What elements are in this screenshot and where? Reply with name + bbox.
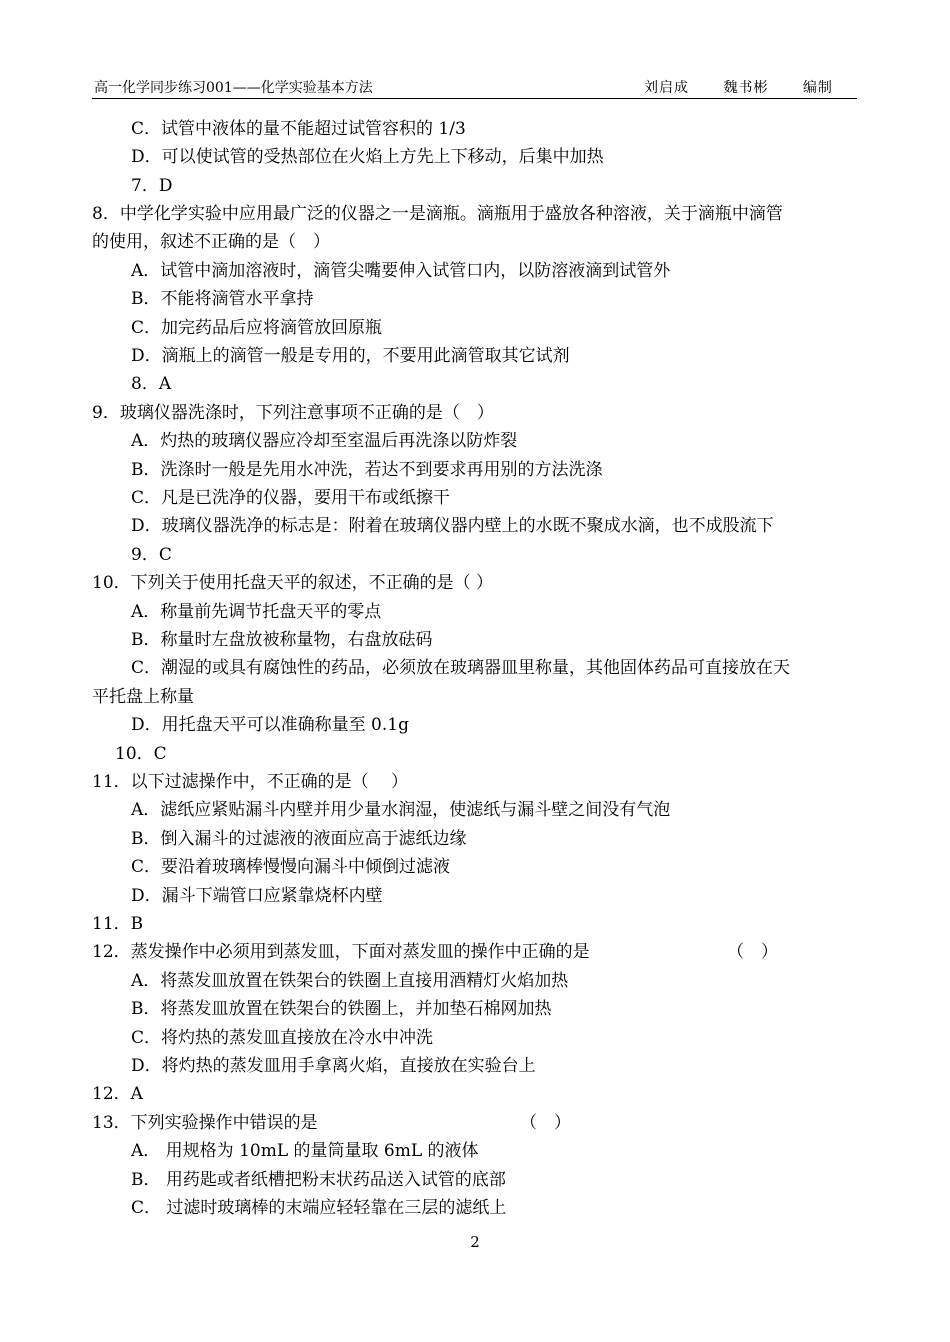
answer-line: 12．A — [92, 1084, 143, 1104]
option-line: D．滴瓶上的滴管一般是专用的，不要用此滴管取其它试剂 — [131, 346, 570, 366]
option-line: A． 用规格为 10mL 的量筒量取 6mL 的液体 — [131, 1141, 479, 1161]
option-line: C．凡是已洗净的仪器，要用干布或纸擦干 — [131, 488, 451, 508]
question-line: 13．下列实验操作中错误的是 — [92, 1113, 318, 1133]
question-line: 12．蒸发操作中必须用到蒸发皿，下面对蒸发皿的操作中正确的是 — [92, 942, 590, 962]
option-line: D．漏斗下端管口应紧靠烧杯内壁 — [131, 886, 383, 906]
option-continuation: 平托盘上称量 — [92, 687, 194, 707]
option-line: B．洗涤时一般是先用水冲洗，若达不到要求再用别的方法洗涤 — [131, 460, 603, 480]
option-line: A．称量前先调节托盘天平的零点 — [131, 602, 382, 622]
option-line: B．倒入漏斗的过滤液的液面应高于滤纸边缘 — [131, 829, 467, 849]
question-line: 11．以下过滤操作中，不正确的是（ ） — [92, 772, 409, 792]
header-authors: 刘启成 魏书彬 编制 — [644, 80, 833, 96]
option-line: A．试管中滴加溶液时，滴管尖嘴要伸入试管口内，以防溶液滴到试管外 — [131, 261, 671, 281]
option-line: C．加完药品后应将滴管放回原瓶 — [131, 318, 383, 338]
answer-line: 9．C — [131, 545, 172, 565]
option-line: C．潮湿的或具有腐蚀性的药品，必须放在玻璃器皿里称量，其他固体药品可直接放在天 — [131, 658, 791, 678]
answer-line: 10．C — [115, 744, 167, 764]
option-line: A．滤纸应紧贴漏斗内壁并用少量水润湿，使滤纸与漏斗壁之间没有气泡 — [131, 800, 671, 820]
option-line: A．将蒸发皿放置在铁架台的铁圈上直接用酒精灯火焰加热 — [131, 971, 569, 991]
option-line: D．可以使试管的受热部位在火焰上方先上下移动，后集中加热 — [131, 147, 604, 167]
option-line: D．用托盘天平可以准确称量至 0.1g — [131, 715, 409, 735]
page-number: 2 — [470, 1233, 480, 1251]
question-line: 9．玻璃仪器洗涤时，下列注意事项不正确的是（ ） — [92, 403, 494, 423]
answer-line: 8．A — [131, 374, 172, 394]
answer-line: 7．D — [131, 176, 173, 196]
answer-bracket: （ ） — [727, 942, 778, 962]
option-line: B． 用药匙或者纸槽把粉末状药品送入试管的底部 — [131, 1170, 506, 1190]
option-line: B．称量时左盘放被称量物，右盘放砝码 — [131, 630, 433, 650]
answer-bracket: （ ） — [520, 1113, 571, 1133]
question-line: 8．中学化学实验中应用最广泛的仪器之一是滴瓶。滴瓶用于盛放各种溶液，关于滴瓶中滴管 — [92, 204, 783, 224]
option-line: B．不能将滴管水平拿持 — [131, 289, 314, 309]
option-line: C．试管中液体的量不能超过试管容积的 1/3 — [131, 119, 466, 139]
answer-line: 11．B — [92, 914, 144, 934]
option-line: A．灼热的玻璃仪器应冷却至室温后再洗涤以防炸裂 — [131, 431, 518, 451]
option-line: D．将灼热的蒸发皿用手拿离火焰，直接放在实验台上 — [131, 1056, 536, 1076]
page-header — [92, 74, 857, 99]
option-line: C．要沿着玻璃棒慢慢向漏斗中倾倒过滤液 — [131, 857, 451, 877]
question-line: 10．下列关于使用托盘天平的叙述，不正确的是（ ） — [92, 573, 494, 593]
option-line: C． 过滤时玻璃棒的末端应轻轻靠在三层的滤纸上 — [131, 1198, 507, 1218]
option-line: D．玻璃仪器洗净的标志是：附着在玻璃仪器内壁上的水既不聚成水滴，也不成股流下 — [131, 516, 774, 536]
header-title: 高一化学同步练习001——化学实验基本方法 — [94, 80, 373, 96]
question-line: 的使用，叙述不正确的是（ ） — [92, 232, 330, 252]
option-line: B．将蒸发皿放置在铁架台的铁圈上，并加垫石棉网加热 — [131, 999, 552, 1019]
option-line: C．将灼热的蒸发皿直接放在冷水中冲洗 — [131, 1028, 434, 1048]
